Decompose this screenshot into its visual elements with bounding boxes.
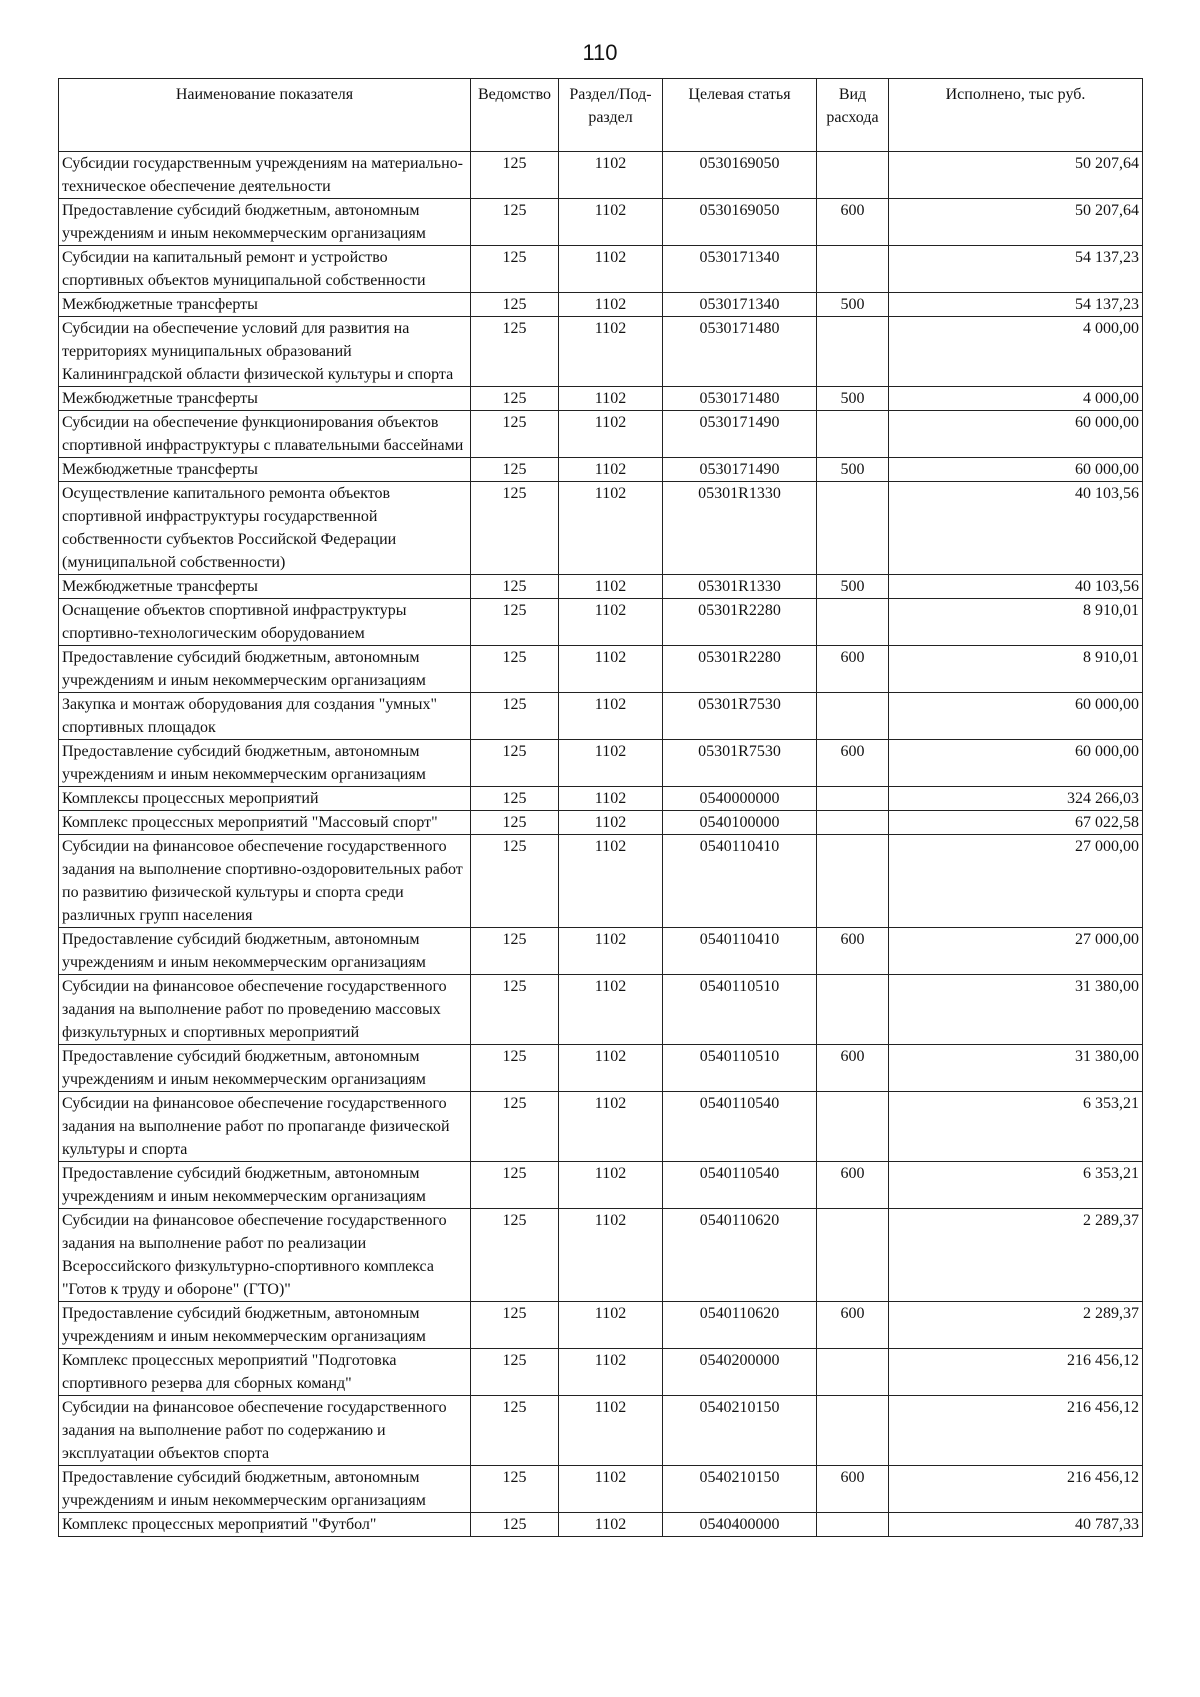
cell-expense-type [817,246,889,293]
cell-executed: 50 207,64 [889,152,1143,199]
cell-target-article: 05301R1330 [663,575,817,599]
cell-section: 1102 [559,811,663,835]
cell-expense-type [817,811,889,835]
table-row [59,482,1143,575]
cell-expense-type [817,317,889,387]
cell-name: Субсидии на финансовое обеспечение государственного задания на выполнение работ по реализации Всероссийского физкультурно-спортивного комплекса "Готов к труду и обороне" (ГТО)" [59,1209,471,1302]
cell-target-article: 05301R7530 [663,693,817,740]
cell-target-article: 0530171490 [663,458,817,482]
cell-target-article: 0540110410 [663,928,817,975]
cell-section: 1102 [559,835,663,928]
cell-executed: 2 289,37 [889,1302,1143,1349]
cell-section: 1102 [559,575,663,599]
cell-name: Субсидии на обеспечение функционирования объектов спортивной инфраструктуры с плавательными бассейнами [59,411,471,458]
table-row [59,835,1143,928]
table-row [59,1209,1143,1302]
cell-section: 1102 [559,246,663,293]
cell-department: 125 [471,293,559,317]
cell-department: 125 [471,835,559,928]
cell-name: Предоставление субсидий бюджетным, автономным учреждениям и иным некоммерческим организациям [59,1466,471,1513]
cell-department: 125 [471,1396,559,1466]
cell-target-article: 05301R2280 [663,599,817,646]
cell-expense-type [817,835,889,928]
table-row [59,787,1143,811]
cell-department: 125 [471,1045,559,1092]
cell-expense-type [817,787,889,811]
cell-expense-type: 600 [817,1045,889,1092]
table-row [59,575,1143,599]
cell-section: 1102 [559,317,663,387]
table-row [59,152,1143,199]
cell-department: 125 [471,152,559,199]
table-row [59,1513,1143,1537]
table-row [59,1092,1143,1162]
cell-name: Субсидии на финансовое обеспечение государственного задания на выполнение работ по проведению массовых физкультурных и спортивных мероприятий [59,975,471,1045]
cell-expense-type [817,1396,889,1466]
cell-name: Субсидии на капитальный ремонт и устройство спортивных объектов муниципальной собственности [59,246,471,293]
table-row [59,293,1143,317]
header-department: Ведомство [471,79,559,152]
cell-target-article: 0540110510 [663,975,817,1045]
table-row [59,1302,1143,1349]
header-section: Раздел/Под-раздел [559,79,663,152]
cell-section: 1102 [559,152,663,199]
cell-name: Межбюджетные трансферты [59,575,471,599]
cell-target-article: 0530171480 [663,317,817,387]
cell-department: 125 [471,1349,559,1396]
cell-target-article: 0540110620 [663,1209,817,1302]
cell-executed: 4 000,00 [889,317,1143,387]
cell-executed: 6 353,21 [889,1092,1143,1162]
cell-executed: 60 000,00 [889,740,1143,787]
cell-executed: 324 266,03 [889,787,1143,811]
cell-executed: 40 787,33 [889,1513,1143,1537]
cell-expense-type: 500 [817,293,889,317]
cell-department: 125 [471,811,559,835]
cell-section: 1102 [559,1092,663,1162]
cell-department: 125 [471,693,559,740]
cell-target-article: 0540110540 [663,1162,817,1209]
cell-section: 1102 [559,199,663,246]
cell-name: Комплекс процессных мероприятий "Подготовка спортивного резерва для сборных команд" [59,1349,471,1396]
cell-expense-type [817,1349,889,1396]
cell-section: 1102 [559,458,663,482]
table-row [59,928,1143,975]
table-row [59,693,1143,740]
cell-name: Предоставление субсидий бюджетным, автономным учреждениям и иным некоммерческим организациям [59,1162,471,1209]
cell-expense-type: 500 [817,575,889,599]
cell-expense-type: 500 [817,387,889,411]
cell-executed: 4 000,00 [889,387,1143,411]
cell-name: Комплекс процессных мероприятий "Массовый спорт" [59,811,471,835]
cell-name: Межбюджетные трансферты [59,458,471,482]
cell-executed: 50 207,64 [889,199,1143,246]
cell-name: Осуществление капитального ремонта объектов спортивной инфраструктуры государственной собственности субъектов Российской Федерации (муниципальной собственности) [59,482,471,575]
cell-target-article: 0530171340 [663,293,817,317]
cell-target-article: 0540110510 [663,1045,817,1092]
cell-section: 1102 [559,293,663,317]
cell-executed: 54 137,23 [889,246,1143,293]
cell-executed: 216 456,12 [889,1349,1143,1396]
cell-department: 125 [471,599,559,646]
cell-department: 125 [471,1302,559,1349]
cell-executed: 216 456,12 [889,1466,1143,1513]
cell-section: 1102 [559,411,663,458]
table-row [59,1162,1143,1209]
cell-target-article: 0540400000 [663,1513,817,1537]
cell-section: 1102 [559,1466,663,1513]
cell-section: 1102 [559,646,663,693]
cell-executed: 27 000,00 [889,835,1143,928]
cell-department: 125 [471,928,559,975]
cell-department: 125 [471,646,559,693]
cell-name: Предоставление субсидий бюджетным, автономным учреждениям и иным некоммерческим организациям [59,928,471,975]
cell-executed: 216 456,12 [889,1396,1143,1466]
cell-section: 1102 [559,928,663,975]
cell-department: 125 [471,1466,559,1513]
cell-expense-type: 600 [817,740,889,787]
cell-expense-type: 500 [817,458,889,482]
table-row [59,740,1143,787]
cell-section: 1102 [559,482,663,575]
header-target-article: Целевая статья [663,79,817,152]
cell-department: 125 [471,246,559,293]
cell-target-article: 0540100000 [663,811,817,835]
cell-executed: 60 000,00 [889,411,1143,458]
cell-expense-type: 600 [817,928,889,975]
cell-executed: 60 000,00 [889,458,1143,482]
cell-expense-type [817,1209,889,1302]
cell-target-article: 0540110620 [663,1302,817,1349]
cell-expense-type [817,152,889,199]
cell-name: Предоставление субсидий бюджетным, автономным учреждениям и иным некоммерческим организациям [59,199,471,246]
cell-department: 125 [471,740,559,787]
cell-section: 1102 [559,1302,663,1349]
table-row [59,1045,1143,1092]
cell-target-article: 0530169050 [663,199,817,246]
cell-name: Субсидии на финансовое обеспечение государственного задания на выполнение работ по пропаганде физической культуры и спорта [59,1092,471,1162]
cell-expense-type [817,975,889,1045]
cell-section: 1102 [559,693,663,740]
cell-target-article: 0530171490 [663,411,817,458]
cell-name: Предоставление субсидий бюджетным, автономным учреждениям и иным некоммерческим организациям [59,1045,471,1092]
cell-name: Оснащение объектов спортивной инфраструктуры спортивно-технологическим оборудованием [59,599,471,646]
cell-executed: 6 353,21 [889,1162,1143,1209]
table-row [59,599,1143,646]
cell-target-article: 0540210150 [663,1466,817,1513]
cell-target-article: 05301R2280 [663,646,817,693]
cell-expense-type [817,1092,889,1162]
table-row [59,317,1143,387]
cell-name: Комплекс процессных мероприятий "Футбол" [59,1513,471,1537]
header-executed: Исполнено, тыс руб. [889,79,1143,152]
cell-expense-type [817,482,889,575]
cell-name: Предоставление субсидий бюджетным, автономным учреждениям и иным некоммерческим организациям [59,1302,471,1349]
header-expense-type: Вид расхода [817,79,889,152]
cell-section: 1102 [559,1209,663,1302]
cell-department: 125 [471,975,559,1045]
cell-name: Субсидии на обеспечение условий для развития на территориях муниципальных образований Калининградской области физической культуры и спорта [59,317,471,387]
cell-executed: 27 000,00 [889,928,1143,975]
cell-department: 125 [471,1513,559,1537]
cell-name: Субсидии на финансовое обеспечение государственного задания на выполнение спортивно-оздоровительных работ по развитию физической культуры и спорта среди различных групп населения [59,835,471,928]
cell-section: 1102 [559,787,663,811]
table-row [59,1349,1143,1396]
table-row [59,199,1143,246]
cell-name: Комплексы процессных мероприятий [59,787,471,811]
cell-section: 1102 [559,975,663,1045]
table-row [59,811,1143,835]
table-row [59,246,1143,293]
cell-department: 125 [471,317,559,387]
cell-target-article: 0530169050 [663,152,817,199]
cell-section: 1102 [559,1396,663,1466]
table-row [59,1396,1143,1466]
cell-section: 1102 [559,387,663,411]
cell-department: 125 [471,411,559,458]
cell-section: 1102 [559,1349,663,1396]
cell-executed: 67 022,58 [889,811,1143,835]
cell-target-article: 0540200000 [663,1349,817,1396]
cell-target-article: 0530171480 [663,387,817,411]
cell-executed: 40 103,56 [889,575,1143,599]
budget-execution-table [58,78,1143,1537]
cell-expense-type [817,1513,889,1537]
cell-department: 125 [471,199,559,246]
table-row [59,1466,1143,1513]
cell-target-article: 0540000000 [663,787,817,811]
cell-name: Субсидии государственным учреждениям на материально-техническое обеспечение деятельности [59,152,471,199]
table-row [59,387,1143,411]
cell-department: 125 [471,787,559,811]
cell-department: 125 [471,575,559,599]
cell-target-article: 0540210150 [663,1396,817,1466]
cell-executed: 8 910,01 [889,599,1143,646]
cell-name: Предоставление субсидий бюджетным, автономным учреждениям и иным некоммерческим организациям [59,646,471,693]
cell-department: 125 [471,1209,559,1302]
cell-target-article: 05301R7530 [663,740,817,787]
cell-expense-type: 600 [817,1302,889,1349]
cell-expense-type [817,599,889,646]
cell-target-article: 0540110540 [663,1092,817,1162]
cell-expense-type: 600 [817,1162,889,1209]
table-row [59,458,1143,482]
cell-section: 1102 [559,1513,663,1537]
cell-department: 125 [471,458,559,482]
cell-expense-type [817,411,889,458]
cell-section: 1102 [559,599,663,646]
table-row [59,975,1143,1045]
cell-executed: 40 103,56 [889,482,1143,575]
cell-department: 125 [471,482,559,575]
cell-executed: 31 380,00 [889,1045,1143,1092]
table-header-row [59,79,1143,152]
cell-section: 1102 [559,1162,663,1209]
cell-name: Межбюджетные трансферты [59,387,471,411]
cell-executed: 2 289,37 [889,1209,1143,1302]
cell-department: 125 [471,1092,559,1162]
table-row [59,411,1143,458]
cell-name: Субсидии на финансовое обеспечение государственного задания на выполнение работ по содержанию и эксплуатации объектов спорта [59,1396,471,1466]
cell-target-article: 0530171340 [663,246,817,293]
cell-department: 125 [471,387,559,411]
cell-expense-type: 600 [817,199,889,246]
table-row [59,646,1143,693]
cell-expense-type: 600 [817,646,889,693]
header-name: Наименование показателя [59,79,471,152]
cell-section: 1102 [559,1045,663,1092]
cell-department: 125 [471,1162,559,1209]
cell-name: Закупка и монтаж оборудования для создания "умных" спортивных площадок [59,693,471,740]
cell-expense-type [817,693,889,740]
cell-executed: 60 000,00 [889,693,1143,740]
cell-executed: 54 137,23 [889,293,1143,317]
table-body [59,152,1143,1537]
cell-executed: 8 910,01 [889,646,1143,693]
page-number: 110 [582,40,618,65]
cell-section: 1102 [559,740,663,787]
cell-executed: 31 380,00 [889,975,1143,1045]
cell-target-article: 0540110410 [663,835,817,928]
cell-name: Предоставление субсидий бюджетным, автономным учреждениям и иным некоммерческим организациям [59,740,471,787]
cell-name: Межбюджетные трансферты [59,293,471,317]
cell-expense-type: 600 [817,1466,889,1513]
cell-target-article: 05301R1330 [663,482,817,575]
